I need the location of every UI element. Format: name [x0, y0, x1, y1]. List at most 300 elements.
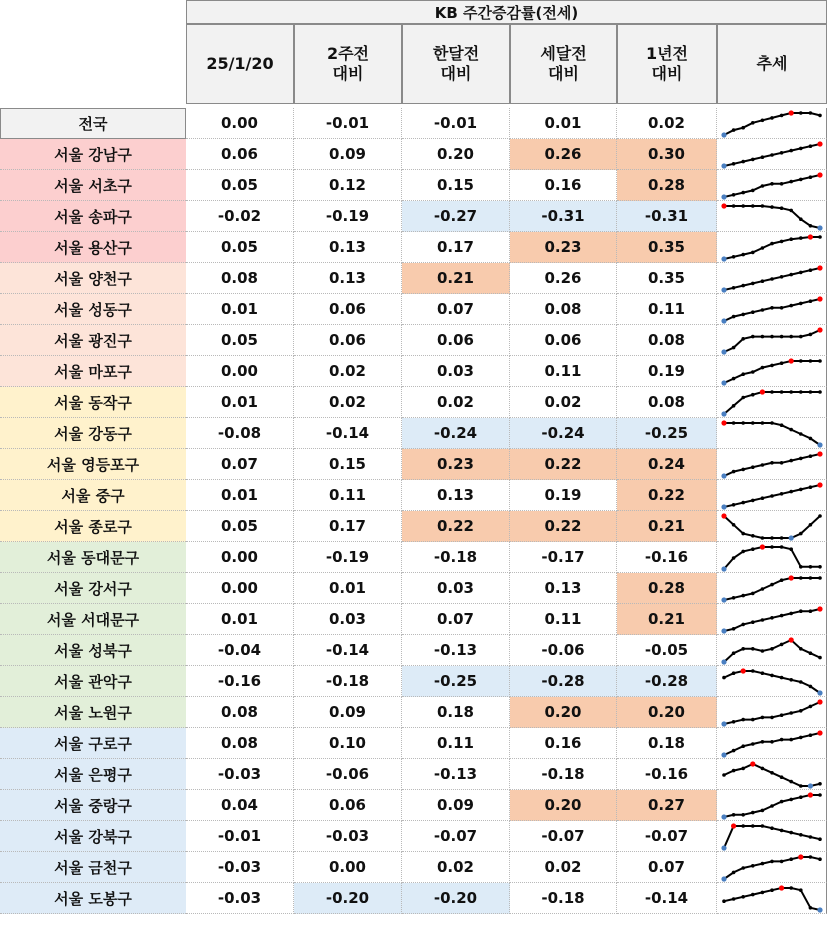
value-cell: 0.02 — [510, 387, 617, 418]
sparkline-point — [722, 773, 726, 777]
sparkline-max-point — [817, 482, 822, 487]
region-label: 서울 성동구 — [0, 294, 186, 325]
sparkline-point — [732, 897, 736, 901]
region-label: 서울 송파구 — [0, 201, 186, 232]
trend-sparkline — [717, 480, 826, 511]
sparkline-max-point — [817, 296, 822, 301]
sparkline-point — [780, 113, 784, 117]
sparkline-point — [809, 332, 813, 336]
value-cell: -0.01 — [294, 108, 402, 139]
value-cell: 0.13 — [510, 573, 617, 604]
sparkline-point — [809, 906, 813, 910]
sparkline-point — [770, 153, 774, 157]
value-cell: 0.01 — [510, 108, 617, 139]
sparkline-point — [818, 514, 822, 518]
sparkline-point — [799, 456, 803, 460]
sparkline-point — [741, 813, 745, 817]
sparkline-point — [741, 531, 745, 535]
trend-sparkline-cell — [717, 139, 827, 170]
table-title: KB 주간증감률(전세) — [186, 0, 827, 24]
sparkline-point — [751, 591, 755, 595]
trend-sparkline-cell — [717, 697, 827, 728]
sparkline-max-point — [779, 885, 784, 890]
sparkline-point — [770, 545, 774, 549]
region-label: 서울 강동구 — [0, 418, 186, 449]
trend-sparkline — [717, 449, 826, 480]
sparkline-max-point — [808, 234, 813, 239]
sparkline-point — [732, 596, 736, 600]
sparkline-point — [732, 162, 736, 166]
sparkline-point — [809, 224, 813, 228]
sparkline-path — [724, 237, 820, 259]
region-label: 서울 서대문구 — [0, 604, 186, 635]
sparkline-path — [724, 764, 820, 786]
sparkline-max-point — [817, 265, 822, 270]
trend-sparkline — [717, 170, 826, 201]
sparkline-point — [741, 204, 745, 208]
sparkline-point — [799, 270, 803, 274]
value-cell: 0.03 — [402, 573, 510, 604]
value-cell: -0.31 — [617, 201, 717, 232]
sparkline-max-point — [789, 358, 794, 363]
value-cell: 0.05 — [186, 325, 294, 356]
sparkline-point — [770, 334, 774, 338]
sparkline-min-point — [789, 535, 794, 540]
sparkline-point — [761, 421, 765, 425]
sparkline-point — [770, 205, 774, 209]
value-cell: 0.00 — [186, 356, 294, 387]
sparkline-point — [761, 671, 765, 675]
sparkline-point — [741, 717, 745, 721]
sparkline-point — [761, 715, 765, 719]
value-cell: 0.28 — [617, 170, 717, 201]
sparkline-point — [809, 111, 813, 115]
sparkline-point — [732, 421, 736, 425]
sparkline-point — [799, 432, 803, 436]
sparkline-point — [770, 241, 774, 245]
sparkline-point — [761, 246, 765, 250]
value-cell: 0.13 — [294, 263, 402, 294]
sparkline-path — [724, 578, 820, 600]
sparkline-point — [741, 283, 745, 287]
region-label: 서울 강북구 — [0, 821, 186, 852]
sparkline-point — [770, 461, 774, 465]
sparkline-point — [751, 534, 755, 538]
sparkline-point — [809, 485, 813, 489]
sparkline-point — [732, 404, 736, 408]
value-cell: -0.01 — [186, 821, 294, 852]
sparkline-point — [751, 465, 755, 469]
sparkline-point — [751, 669, 755, 673]
sparkline-point — [799, 177, 803, 181]
sparkline-point — [799, 680, 803, 684]
value-cell: 0.21 — [617, 604, 717, 635]
trend-sparkline — [717, 821, 826, 852]
value-cell: 0.07 — [402, 604, 510, 635]
value-cell: 0.03 — [402, 356, 510, 387]
value-cell: -0.18 — [510, 883, 617, 914]
sparkline-max-point — [808, 792, 813, 797]
sparkline-point — [761, 365, 765, 369]
trend-sparkline — [717, 511, 826, 542]
sparkline-point — [809, 436, 813, 440]
sparkline-point — [732, 870, 736, 874]
sparkline-point — [799, 390, 803, 394]
sparkline-min-point — [721, 256, 726, 261]
trend-sparkline — [717, 604, 826, 635]
region-label: 서울 서초구 — [0, 170, 186, 201]
sparkline-point — [751, 647, 755, 651]
region-label: 서울 강서구 — [0, 573, 186, 604]
value-cell: 0.35 — [617, 232, 717, 263]
value-cell: -0.06 — [510, 635, 617, 666]
region-label: 서울 구로구 — [0, 728, 186, 759]
sparkline-point — [770, 421, 774, 425]
sparkline-point — [818, 359, 822, 363]
value-cell: 0.08 — [510, 294, 617, 325]
sparkline-max-point — [817, 699, 822, 704]
trend-sparkline-cell — [717, 883, 827, 914]
sparkline-point — [770, 582, 774, 586]
trend-sparkline-cell — [717, 387, 827, 418]
column-header — [186, 24, 294, 104]
sparkline-max-point — [760, 544, 765, 549]
value-cell: 0.20 — [617, 697, 717, 728]
sparkline-path — [724, 392, 820, 414]
sparkline-path — [724, 547, 820, 569]
trend-sparkline-cell — [717, 232, 827, 263]
sparkline-point — [789, 390, 793, 394]
sparkline-point — [741, 125, 745, 129]
sparkline-max-point — [721, 513, 726, 518]
sparkline-min-point — [817, 907, 822, 912]
sparkline-point — [761, 118, 765, 122]
sparkline-point — [818, 565, 822, 569]
trend-sparkline — [717, 852, 826, 883]
trend-sparkline-cell — [717, 821, 827, 852]
trend-sparkline-cell — [717, 108, 827, 139]
value-cell: 0.30 — [617, 139, 717, 170]
value-cell: 0.00 — [294, 852, 402, 883]
trend-sparkline — [717, 542, 826, 573]
sparkline-point — [761, 496, 765, 500]
value-cell: 0.09 — [402, 790, 510, 821]
value-cell: 0.20 — [402, 139, 510, 170]
value-cell: -0.05 — [617, 635, 717, 666]
sparkline-point — [751, 121, 755, 125]
sparkline-min-point — [721, 566, 726, 571]
sparkline-point — [789, 547, 793, 551]
sparkline-point — [732, 523, 736, 527]
value-cell: -0.19 — [294, 201, 402, 232]
sparkline-point — [751, 188, 755, 192]
value-cell: -0.03 — [186, 759, 294, 790]
sparkline-point — [780, 182, 784, 186]
value-cell: 0.16 — [510, 728, 617, 759]
trend-sparkline — [717, 418, 826, 449]
value-cell: -0.18 — [402, 542, 510, 573]
sparkline-min-point — [721, 380, 726, 385]
value-cell: -0.13 — [402, 635, 510, 666]
value-cell: 0.06 — [510, 325, 617, 356]
sparkline-point — [751, 250, 755, 254]
sparkline-point — [818, 113, 822, 117]
sparkline-point — [789, 427, 793, 431]
sparkline-point — [761, 204, 765, 208]
value-cell: -0.02 — [186, 201, 294, 232]
sparkline-point — [818, 793, 822, 797]
value-cell: -0.04 — [186, 635, 294, 666]
sparkline-min-point — [817, 690, 822, 695]
value-cell: 0.01 — [186, 387, 294, 418]
sparkline-point — [789, 237, 793, 241]
sparkline-point — [809, 359, 813, 363]
trend-sparkline — [717, 387, 826, 418]
value-cell: 0.17 — [294, 511, 402, 542]
trend-sparkline — [717, 790, 826, 821]
value-cell: -0.28 — [617, 666, 717, 697]
value-cell: 0.06 — [294, 790, 402, 821]
value-cell: -0.14 — [294, 635, 402, 666]
value-cell: -0.25 — [402, 666, 510, 697]
value-cell: 0.11 — [294, 480, 402, 511]
sparkline-max-point — [817, 451, 822, 456]
sparkline-point — [799, 146, 803, 150]
sparkline-min-point — [721, 721, 726, 726]
trend-sparkline — [717, 759, 826, 790]
value-cell: 0.11 — [510, 356, 617, 387]
region-label: 전국 — [0, 108, 186, 139]
sparkline-point — [770, 306, 774, 310]
sparkline-point — [809, 855, 813, 859]
sparkline-point — [789, 711, 793, 715]
sparkline-max-point — [789, 575, 794, 580]
sparkline-point — [799, 236, 803, 240]
sparkline-path — [724, 299, 820, 321]
value-cell: -0.24 — [510, 418, 617, 449]
value-cell: 0.26 — [510, 139, 617, 170]
trend-sparkline-cell — [717, 263, 827, 294]
sparkline-point — [751, 824, 755, 828]
value-cell: 0.04 — [186, 790, 294, 821]
value-cell: 0.35 — [617, 263, 717, 294]
value-cell: 0.01 — [294, 573, 402, 604]
value-cell: -0.06 — [294, 759, 402, 790]
sparkline-max-point — [721, 203, 726, 208]
value-cell: 0.18 — [617, 728, 717, 759]
sparkline-min-point — [721, 194, 726, 199]
value-cell: 0.20 — [510, 790, 617, 821]
value-cell: 0.08 — [186, 697, 294, 728]
sparkline-point — [741, 766, 745, 770]
sparkline-point — [751, 370, 755, 374]
sparkline-min-point — [817, 225, 822, 230]
sparkline-point — [780, 151, 784, 155]
trend-sparkline — [717, 263, 826, 294]
sparkline-max-point — [817, 606, 822, 611]
sparkline-point — [789, 611, 793, 615]
value-cell: -0.01 — [402, 108, 510, 139]
sparkline-max-point — [817, 327, 822, 332]
sparkline-max-point — [789, 637, 794, 642]
trend-sparkline-cell — [717, 201, 827, 232]
value-cell: 0.13 — [402, 480, 510, 511]
value-cell: 0.06 — [294, 325, 402, 356]
sparkline-point — [818, 782, 822, 786]
sparkline-point — [809, 175, 813, 179]
sparkline-point — [761, 536, 765, 540]
sparkline-point — [722, 675, 726, 679]
sparkline-point — [818, 390, 822, 394]
sparkline-point — [751, 892, 755, 896]
sparkline-point — [770, 826, 774, 830]
sparkline-point — [770, 771, 774, 775]
value-cell: -0.16 — [617, 542, 717, 573]
value-cell: -0.07 — [510, 821, 617, 852]
sparkline-max-point — [750, 761, 755, 766]
sparkline-point — [722, 899, 726, 903]
value-cell: 0.11 — [402, 728, 510, 759]
trend-sparkline — [717, 108, 826, 139]
value-cell: -0.28 — [510, 666, 617, 697]
sparkline-path — [724, 423, 820, 445]
sparkline-point — [809, 144, 813, 148]
sparkline-point — [732, 128, 736, 132]
sparkline-max-point — [817, 141, 822, 146]
trend-sparkline — [717, 356, 826, 387]
trend-sparkline — [717, 883, 826, 914]
sparkline-point — [799, 359, 803, 363]
sparkline-point — [809, 268, 813, 272]
sparkline-max-point — [721, 420, 726, 425]
region-label: 서울 은평구 — [0, 759, 186, 790]
value-cell: 0.22 — [510, 449, 617, 480]
value-cell: 0.28 — [617, 573, 717, 604]
sparkline-min-point — [721, 876, 726, 881]
sparkline-point — [741, 622, 745, 626]
sparkline-point — [732, 204, 736, 208]
sparkline-min-point — [721, 597, 726, 602]
sparkline-point — [799, 111, 803, 115]
sparkline-point — [741, 372, 745, 376]
sparkline-point — [741, 824, 745, 828]
value-cell: 0.01 — [186, 480, 294, 511]
sparkline-path — [724, 206, 820, 228]
sparkline-point — [732, 503, 736, 507]
region-label: 서울 중랑구 — [0, 790, 186, 821]
sparkline-point — [780, 578, 784, 582]
sparkline-point — [799, 334, 803, 338]
region-label: 서울 광진구 — [0, 325, 186, 356]
sparkline-point — [761, 740, 765, 744]
column-header-line: 대비 — [651, 64, 683, 83]
sparkline-point — [761, 808, 765, 812]
value-cell: 0.01 — [186, 294, 294, 325]
sparkline-point — [732, 720, 736, 724]
value-cell: 0.02 — [402, 387, 510, 418]
value-cell: 0.01 — [186, 604, 294, 635]
sparkline-point — [770, 740, 774, 744]
sparkline-point — [780, 545, 784, 549]
sparkline-point — [818, 857, 822, 861]
value-cell: -0.25 — [617, 418, 717, 449]
sparkline-point — [780, 306, 784, 310]
sparkline-point — [751, 810, 755, 814]
sparkline-point — [770, 363, 774, 367]
sparkline-point — [780, 799, 784, 803]
sparkline-point — [780, 461, 784, 465]
value-cell: -0.24 — [402, 418, 510, 449]
value-cell: -0.08 — [186, 418, 294, 449]
sparkline-point — [780, 206, 784, 210]
region-label: 서울 관악구 — [0, 666, 186, 697]
sparkline-point — [809, 454, 813, 458]
value-cell: -0.20 — [294, 883, 402, 914]
region-label: 서울 동대문구 — [0, 542, 186, 573]
trend-sparkline — [717, 325, 826, 356]
sparkline-point — [770, 673, 774, 677]
sparkline-point — [732, 345, 736, 349]
region-label: 서울 도봉구 — [0, 883, 186, 914]
value-cell: 0.11 — [617, 294, 717, 325]
value-cell: -0.17 — [510, 542, 617, 573]
sparkline-min-point — [721, 132, 726, 137]
column-header — [617, 24, 717, 104]
value-cell: -0.03 — [186, 852, 294, 883]
value-cell: -0.03 — [186, 883, 294, 914]
sparkline-point — [761, 184, 765, 188]
sparkline-point — [809, 684, 813, 688]
region-label: 서울 중구 — [0, 480, 186, 511]
sparkline-point — [741, 593, 745, 597]
value-cell: 0.08 — [186, 263, 294, 294]
value-cell: -0.07 — [402, 821, 510, 852]
sparkline-point — [780, 859, 784, 863]
value-cell: -0.20 — [402, 883, 510, 914]
value-cell: 0.10 — [294, 728, 402, 759]
sparkline-point — [799, 565, 803, 569]
sparkline-point — [799, 487, 803, 491]
sparkline-point — [799, 647, 803, 651]
sparkline-point — [799, 833, 803, 837]
trend-sparkline-cell — [717, 542, 827, 573]
column-header-line: 1년전 — [645, 44, 689, 63]
sparkline-point — [741, 866, 745, 870]
value-cell: 0.03 — [294, 604, 402, 635]
sparkline-point — [732, 255, 736, 259]
value-cell: 0.15 — [402, 170, 510, 201]
sparkline-point — [732, 627, 736, 631]
sparkline-point — [789, 737, 793, 741]
value-cell: 0.22 — [617, 480, 717, 511]
trend-sparkline-cell — [717, 852, 827, 883]
trend-sparkline — [717, 635, 826, 666]
trend-sparkline-cell — [717, 170, 827, 201]
sparkline-max-point — [760, 389, 765, 394]
value-cell: 0.06 — [186, 139, 294, 170]
sparkline-point — [732, 651, 736, 655]
sparkline-point — [761, 861, 765, 865]
sparkline-min-point — [721, 349, 726, 354]
sparkline-point — [780, 775, 784, 779]
trend-sparkline — [717, 201, 826, 232]
sparkline-point — [751, 310, 755, 314]
sparkline-point — [780, 642, 784, 646]
value-cell: 0.06 — [294, 294, 402, 325]
column-header-line: 한달전 — [432, 44, 480, 63]
sparkline-max-point — [741, 668, 746, 673]
trend-sparkline — [717, 666, 826, 697]
